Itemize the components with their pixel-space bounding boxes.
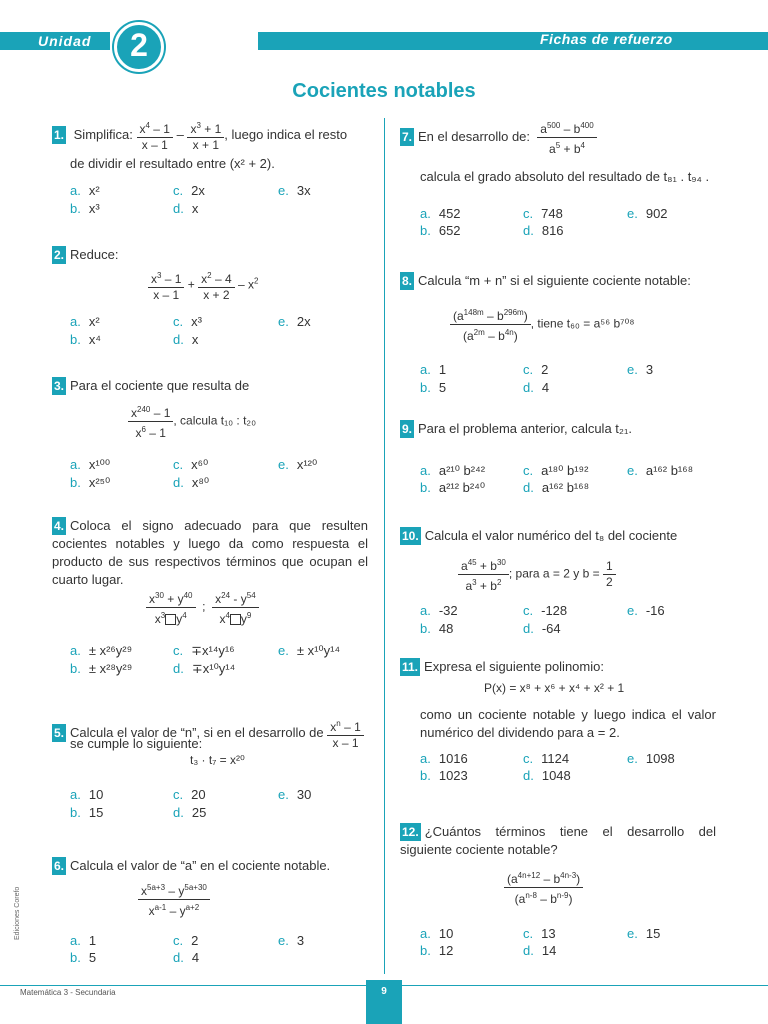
option-b: b. 12 — [420, 943, 454, 958]
option-b: b. 48 — [420, 621, 454, 636]
option-a: a. ± x²⁶y²⁹ — [70, 643, 133, 658]
option-d: d. 816 — [523, 223, 564, 238]
publisher-label: Ediciones Corefo — [14, 886, 21, 940]
question-text: Calcula “m + n” si el siguiente cociente notable: — [418, 273, 691, 288]
question-9 — [400, 420, 632, 438]
option-c: c. -128 — [523, 603, 568, 618]
question-7: 7. En el desarrollo de: $\frac{a^{500} - b^{400}}{a^5 + b^4}$ — [400, 118, 597, 157]
question-number: 4. — [54, 519, 65, 533]
fraction: $\frac{x^4 - 1}{x - 1}$ — [137, 118, 173, 153]
option-a: a. x² — [70, 183, 100, 198]
option-b: b. 5 — [70, 950, 97, 965]
option-b: b. 5 — [420, 380, 447, 395]
expression: $\frac{(a^{4n+12} - b^{4n-3})}{(a^{n-8} - b^{n-9})}$ — [504, 868, 583, 907]
option-d: d. 1048 — [523, 768, 571, 783]
option-a: a. 452 — [420, 206, 461, 221]
question-text: de dividir el resultado entre (x² + 2). — [70, 156, 275, 171]
option-a: a. a²¹⁰ b²⁴² — [420, 463, 486, 478]
question-10 — [400, 527, 677, 545]
option-b: b. x²⁵⁰ — [70, 475, 111, 490]
expression: $\frac{(a^{148m} - b^{296m})}{(a^{2m} - b^{4n})}$ , tiene t₆₀ = a⁵⁶ b⁷⁰⁸ — [450, 305, 634, 344]
option-c: c. 2 — [173, 933, 199, 948]
option-c: c. 2x — [173, 183, 205, 198]
option-e: e. 1098 — [627, 751, 675, 766]
expression: $\frac{x^{30} + y^{40}}{x^3 y^4}$ ; $\frac{x^{24} - y^{54}}{x^4 y^9}$ — [146, 588, 259, 627]
option-c: c. 1124 — [523, 751, 570, 766]
question-2 — [52, 246, 118, 264]
question-text: calcula el grado absoluto del resultado de t₈₁ . t₉₄ . — [420, 169, 710, 184]
option-e: e. -16 — [627, 603, 665, 618]
option-d: d. 4 — [173, 950, 200, 965]
option-b: b. x⁴ — [70, 332, 101, 347]
option-a: a. x² — [70, 314, 100, 329]
column-divider — [384, 118, 385, 974]
question-text: como un cociente notable y luego indica el valor numérico del dividendo para a = 2. — [420, 707, 716, 740]
question-6 — [52, 857, 330, 875]
option-b: b. x³ — [70, 201, 100, 216]
option-e: e. 15 — [627, 926, 661, 941]
option-b: b. 1023 — [420, 768, 468, 783]
option-d: d. x — [173, 201, 199, 216]
expression: $\frac{x^{5a+3} - y^{5a+30}}{x^{a-1} - y^{a+2}}$ — [138, 880, 210, 919]
question-number: 2. — [54, 248, 65, 262]
option-c: c. 13 — [523, 926, 556, 941]
question-4 — [52, 517, 368, 589]
question-text: En el desarrollo de: — [418, 128, 531, 144]
question-text: Para el problema anterior, calcula t₂₁. — [418, 421, 632, 436]
fraction: $\frac{x^3 + 1}{x + 1}$ — [187, 118, 224, 153]
option-a: a. x¹⁰⁰ — [70, 457, 111, 472]
option-e: e. a¹⁶² b¹⁶⁸ — [627, 463, 694, 478]
question-number: 1. — [54, 127, 65, 142]
option-b: b. a²¹² b²⁴⁰ — [420, 480, 486, 495]
question-text: Simplifica: — [73, 126, 133, 142]
question-number: 6. — [54, 859, 65, 873]
option-c: c. a¹⁸⁰ b¹⁹² — [523, 463, 589, 478]
option-e: e. 30 — [278, 787, 312, 802]
question-text: Para el cociente que resulta de — [70, 378, 250, 393]
option-a: a. 1 — [70, 933, 97, 948]
question-text: , luego indica el resto — [224, 126, 348, 142]
expression: $\frac{x^3 - 1}{x - 1}$ + $\frac{x^2 - 4}{x + 2}$ – $x^2$ — [148, 268, 258, 303]
option-c: c. ∓x¹⁴y¹⁶ — [173, 643, 235, 658]
option-d: d. a¹⁶² b¹⁶⁸ — [523, 480, 590, 495]
question-text: Expresa el siguiente polinomio: — [424, 659, 604, 674]
option-e: e. 3 — [627, 362, 654, 377]
option-e: e. 3 — [278, 933, 305, 948]
polynomial: P(x) = x⁸ + x⁶ + x⁴ + x² + 1 — [484, 681, 625, 695]
expression: $\frac{x^{240} - 1}{x^6 - 1}$ , calcula t₁₀ : t₂₀ — [128, 402, 256, 441]
option-e: e. 2x — [278, 314, 311, 329]
question-number: 8. — [402, 274, 413, 288]
question-number: 10. — [402, 529, 419, 543]
question-text: Calcula el valor numérico del t₈ del cociente — [424, 528, 678, 543]
option-d: d. x — [173, 332, 199, 347]
option-d: d. ∓x¹⁰y¹⁴ — [173, 661, 236, 676]
section-label: Fichas de refuerzo — [540, 31, 673, 47]
question-number: 7. — [402, 129, 413, 144]
question-5: 5. Calcula el valor de “n”, si en el desarrollo de $\frac{x^n - 1}{x - 1}$ — [52, 716, 364, 751]
unit-number-badge: 2 — [114, 22, 164, 72]
page-title: Cocientes notables — [292, 80, 476, 102]
question-text: Coloca el signo adecuado para que resulten cocientes notables y luego da como respuesta el producto de sus respectivos términos que ocupan el cuarto lugar. — [52, 518, 368, 587]
question-text: Reduce: — [70, 247, 119, 262]
option-a: a. 10 — [70, 787, 104, 802]
question-3 — [52, 377, 249, 395]
option-d: d. x⁸⁰ — [173, 475, 210, 490]
option-d: d. -64 — [523, 621, 561, 636]
option-e: e. x¹²⁰ — [278, 457, 318, 472]
option-c: c. 20 — [173, 787, 206, 802]
question-text: se cumple lo siguiente: — [70, 736, 203, 751]
option-b: b. 15 — [70, 805, 104, 820]
question-text: ¿Cuántos términos tiene el desarrollo del siguiente cociente notable? — [400, 824, 716, 857]
option-e: e. 902 — [627, 206, 668, 221]
expression: $\frac{a^{45} + b^{30}}{a^3 + b^2}$ ; para a = 2 y b = $\frac{1}{2}$ — [458, 555, 616, 594]
option-b: b. ± x²⁸y²⁹ — [70, 661, 133, 676]
question-number: 12. — [402, 825, 419, 839]
option-a: a. -32 — [420, 603, 458, 618]
option-d: d. 14 — [523, 943, 557, 958]
condition: t₃ · t₇ = x²⁰ — [190, 753, 245, 767]
question-text: Calcula el valor de “a” en el cociente notable. — [70, 858, 331, 873]
question-number: 3. — [54, 379, 65, 393]
option-a: a. 1016 — [420, 751, 468, 766]
option-c: c. x⁶⁰ — [173, 457, 209, 472]
question-number: 5. — [54, 725, 65, 740]
option-a: a. 1 — [420, 362, 447, 377]
option-e: e. ± x¹⁰y¹⁴ — [278, 643, 341, 658]
footer-text: Matemática 3 - Secundaria — [20, 988, 116, 997]
question-number: 11. — [402, 660, 419, 674]
question-number: 9. — [402, 422, 413, 436]
question-1: 1. Simplifica: $\frac{x^4 - 1}{x - 1}$ – $\frac{x^3 + 1}{x + 1}$ , luego indica el resto — [52, 118, 372, 153]
option-d: d. 4 — [523, 380, 550, 395]
unit-label: Unidad — [38, 33, 92, 49]
option-a: a. 10 — [420, 926, 454, 941]
question-8 — [400, 272, 691, 290]
option-e: e. 3x — [278, 183, 311, 198]
page-number: 9 — [366, 980, 402, 1024]
option-c: c. 2 — [523, 362, 549, 377]
question-11 — [400, 658, 604, 676]
option-c: c. x³ — [173, 314, 202, 329]
question-text: Calcula el valor de “n”, si en el desarrollo de — [70, 724, 324, 740]
option-d: d. 25 — [173, 805, 207, 820]
option-c: c. 748 — [523, 206, 563, 221]
question-12 — [400, 823, 716, 859]
option-b: b. 652 — [420, 223, 461, 238]
